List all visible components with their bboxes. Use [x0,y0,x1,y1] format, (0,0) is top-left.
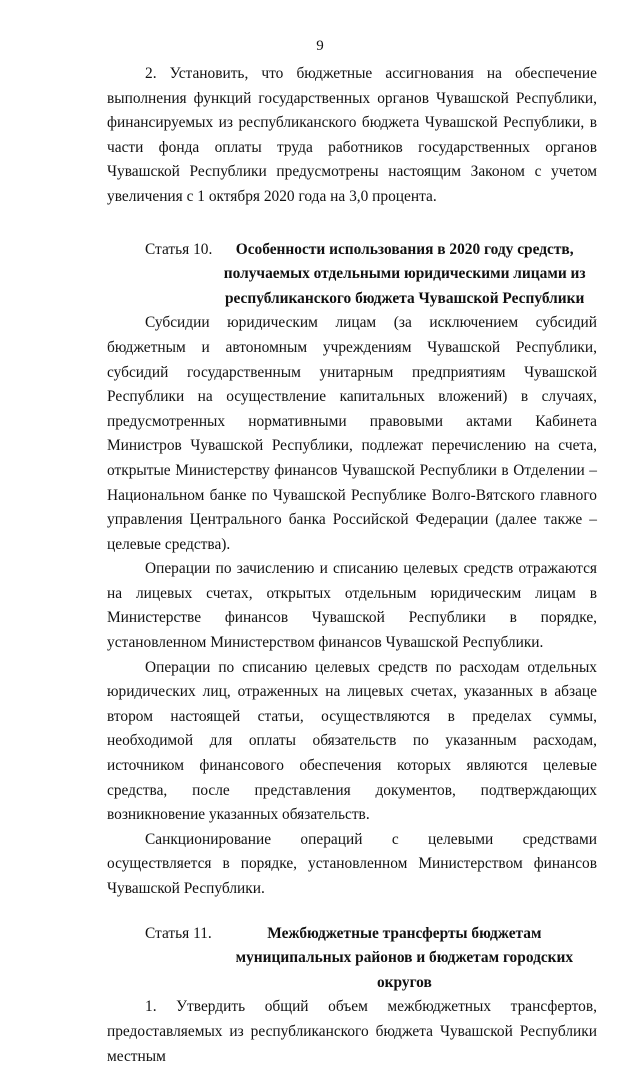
paragraph: Операции по списанию целевых средств по расходам отдельных юридических лиц, отраженных на лицевых счетах, указанных в абзаце втором настоящей статьи, осуществляются в пределах суммы, необходимой для оплаты обязательств по указанным расходам, источником финансового обеспечения которых являются целевые средства, после представления документов, подтверждающих возникновение указанных обязательств. [107,658,597,824]
paragraph: Субсидии юридическим лицам (за исключением субсидий бюджетным и автономным учреждениям Чувашской Республики, субсидий государственным унитарным предприятиям Чувашской Республики на осуществление капитальных вложений) в случаях, предусмотренных нормативными правовыми актами Кабинета Министров Чувашской Республики, подлежат перечислению на счета, открытые Министерству финансов Чувашской Республики в Отделении – Национальном банке по Чувашской Республике Волго-Вятского главного управления Центрального банка Российской Федерации (далее также – целевые средства). [107,314,597,553]
article-11-label: Статья 11. [145,924,212,942]
paragraph: Операции по зачислению и списанию целевых средств отражаются на лицевых счетах, открытых отдельным юридическим лицам в Министерстве финансов Чувашской Республики в порядке, установленном Министерством финансов Чувашской Республики. [107,560,597,652]
paragraph: 2. Установить, что бюджетные ассигнования на обеспечение выполнения функций государственных органов Чувашской Республики, финансируемых из республиканского бюджета Чувашской Республики, в части фонда оплаты труда работников государственных органов Чувашской Республики предусмотрены настоящим Законом с учетом увеличения с 1 октября 2020 года на 3,0 процента. [107,65,597,205]
page-number: 9 [316,38,324,54]
article-10-heading [107,238,597,312]
article-11-heading [107,922,597,996]
article-11-title: Межбюджетные трансферты бюджетам муниципальных районов и бюджетам городских округов [235,924,574,991]
paragraph: Санкционирование операций с целевыми средствами осуществляется в порядке, установленном Министерством финансов Чувашской Республики. [107,830,597,897]
article-10-title: Особенности использования в 2020 году средств, получаемых отдельными юридическими лицами из республиканского бюджета Чувашской Республики [223,240,586,307]
paragraph: 1. Утвердить общий объем межбюджетных трансфертов, предоставляемых из республиканского бюджета Чувашской Республики местным [107,998,597,1065]
article-10-label: Статья 10. [145,240,213,258]
document-body [107,62,597,1069]
